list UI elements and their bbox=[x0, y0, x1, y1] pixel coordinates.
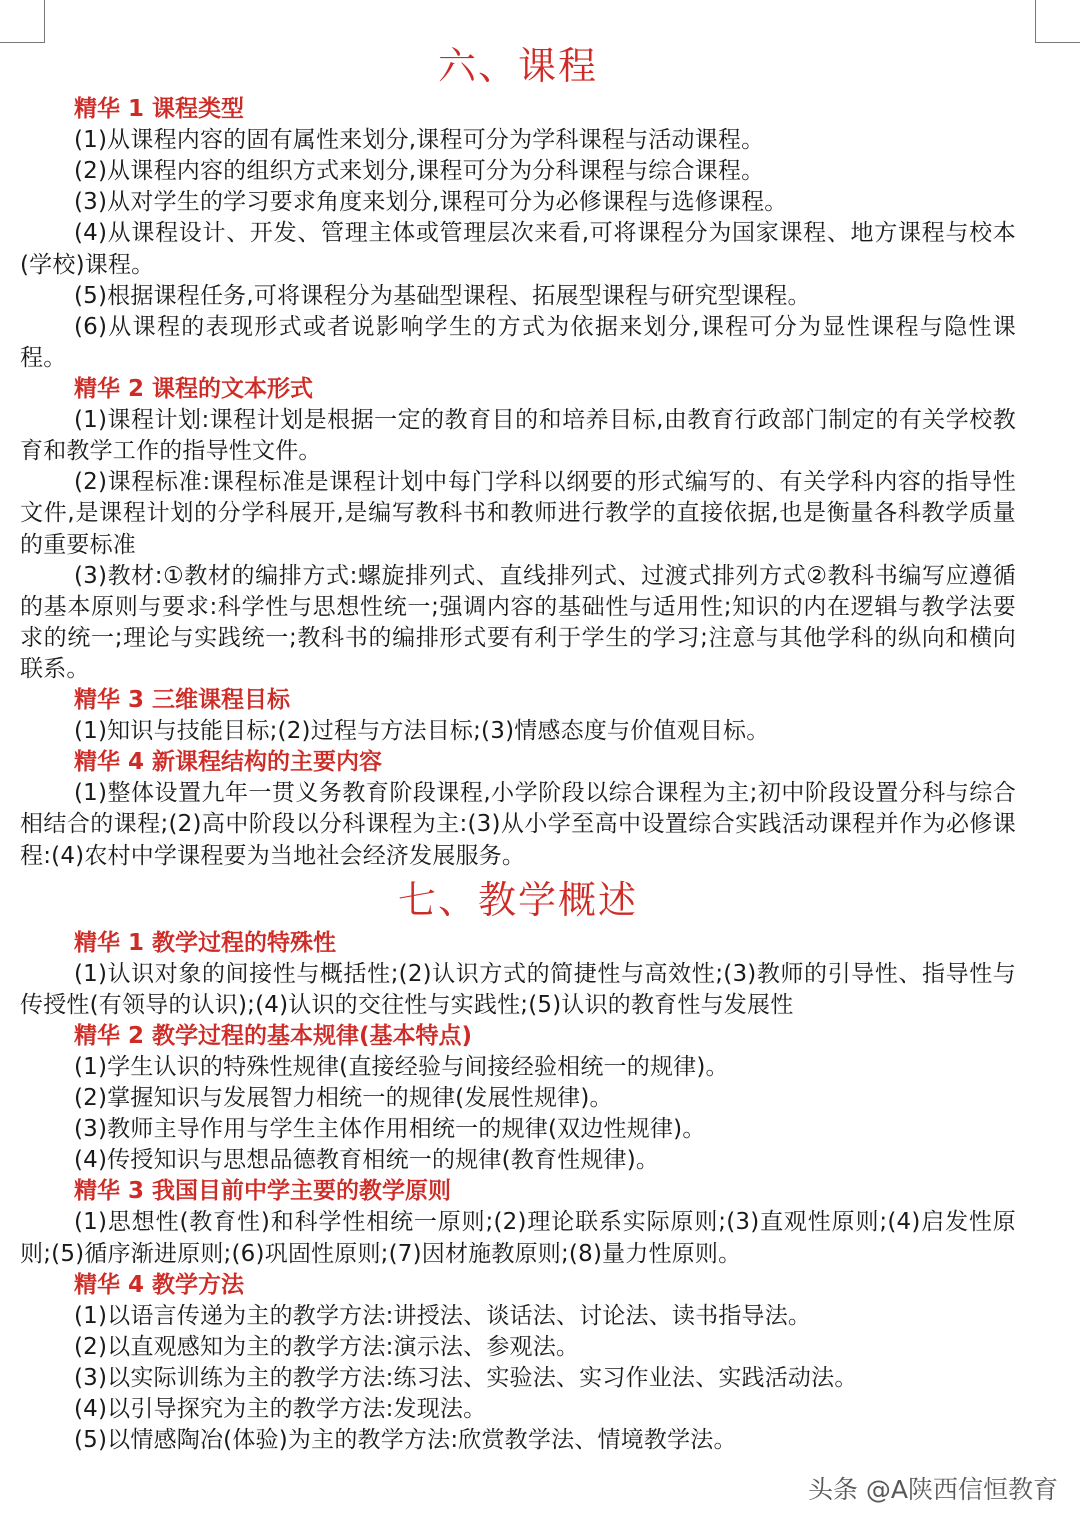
section-title: 六、课程 bbox=[437, 44, 598, 88]
paragraph: (4)以引导探究为主的教学方法:发现法。 bbox=[74, 1396, 487, 1422]
document-page bbox=[20, 38, 1016, 1456]
essence-heading: 精华 2 课程的文本形式 bbox=[74, 376, 314, 402]
paragraph: (5)根据课程任务,可将课程分为基础型课程、拓展型课程与研究型课程。 bbox=[74, 282, 811, 309]
paragraph: (1)课程计划:课程计划是根据一定的教育目的和培养目标,由教育行政部门制定的有关学校教育和教学工作的指导性文件。 bbox=[20, 407, 1016, 465]
paragraph: (1)认识对象的间接性与概括性;(2)认识方式的简捷性与高效性;(3)教师的引导性、指导性与传授性(有领导的认识);(4)认识的交往性与实践性;(5)认识的教育性与发展性 bbox=[20, 960, 1016, 1018]
paragraph: (3)教材:①教材的编排方式:螺旋排列式、直线排列式、过渡式排列方式②教科书编写应遵循的基本原则与要求:科学性与思想性统一;强调内容的基础性与适用性;知识的内在逻辑与教学法要求的统一;理论与实践统一;教科书的编排形式要有利于学生的学习;注意与其他学科的纵向和横向联系。 bbox=[20, 562, 1016, 682]
paragraph: (2)掌握知识与发展智力相统一的规律(发展性规律)。 bbox=[74, 1085, 613, 1111]
paragraph: (3)从对学生的学习要求角度来划分,课程可分为必修课程与选修课程。 bbox=[74, 189, 788, 216]
paragraph: (1)以语言传递为主的教学方法:讲授法、谈话法、讨论法、读书指导法。 bbox=[74, 1302, 812, 1329]
essence-heading: 精华 1 教学过程的特殊性 bbox=[74, 929, 337, 956]
section-title: 七、教学概述 bbox=[397, 877, 638, 922]
paragraph: (3)以实际训练为主的教学方法:练习法、实验法、实习作业法、实践活动法。 bbox=[74, 1364, 858, 1391]
essence-heading: 精华 1 课程类型 bbox=[74, 96, 245, 122]
page-corner-mark-right bbox=[1035, 0, 1080, 43]
paragraph: (4)传授知识与思想品德教育相统一的规律(教育性规律)。 bbox=[74, 1147, 660, 1174]
page-corner-mark-left bbox=[0, 0, 45, 43]
essence-heading: 精华 2 教学过程的基本规律(基本特点) bbox=[74, 1022, 473, 1049]
paragraph: (1)从课程内容的固有属性来划分,课程可分为学科课程与活动课程。 bbox=[74, 127, 765, 153]
essence-heading: 精华 4 新课程结构的主要内容 bbox=[74, 749, 383, 776]
paragraph: (2)以直观感知为主的教学方法:演示法、参观法。 bbox=[74, 1333, 580, 1360]
paragraph: (4)从课程设计、开发、管理主体或管理层次来看,可将课程分为国家课程、地方课程与校本(学校)课程。 bbox=[20, 220, 1016, 278]
essence-heading: 精华 4 教学方法 bbox=[74, 1271, 245, 1298]
essence-heading: 精华 3 三维课程目标 bbox=[74, 687, 291, 714]
paragraph: (3)教师主导作用与学生主体作用相统一的规律(双边性规律)。 bbox=[74, 1116, 706, 1143]
paragraph: (2)课程标准:课程标准是课程计划中每门学科以纲要的形式编写的、有关学科内容的指导性文件,是课程计划的分学科展开,是编写教科书和教师进行教学的直接依据,也是衡量各科教学质量的重要标准 bbox=[20, 469, 1016, 558]
paragraph: (1)知识与技能目标;(2)过程与方法目标;(3)情感态度与价值观目标。 bbox=[74, 718, 770, 745]
paragraph: (1)学生认识的特殊性规律(直接经验与间接经验相统一的规律)。 bbox=[74, 1053, 729, 1080]
watermark: 头条 @A陕西信恒教育 bbox=[807, 1475, 1058, 1504]
paragraph: (2)从课程内容的组织方式来划分,课程可分为分科课程与综合课程。 bbox=[74, 158, 765, 185]
paragraph: (1)思想性(教育性)和科学性相统一原则;(2)理论联系实际原则;(3)直观性原则;(4)启发性原则;(5)循序渐进原则;(6)巩固性原则;(7)因材施教原则;(8)量力性原则。 bbox=[20, 1209, 1016, 1267]
essence-heading: 精华 3 我国目前中学主要的教学原则 bbox=[74, 1178, 452, 1205]
paragraph: (5)以情感陶冶(体验)为主的教学方法:欣赏教学法、情境教学法。 bbox=[74, 1427, 737, 1454]
paragraph: (1)整体设置九年一贯义务教育阶段课程,小学阶段以综合课程为主;初中阶段设置分科与综合相结合的课程;(2)高中阶段以分科课程为主:(3)从小学至高中设置综合实践活动课程并作为必修课程:(4)农村中学课程要为当地社会经济发展服务。 bbox=[20, 780, 1016, 869]
paragraph: (6)从课程的表现形式或者说影响学生的方式为依据来划分,课程可分为显性课程与隐性课程。 bbox=[20, 313, 1016, 371]
